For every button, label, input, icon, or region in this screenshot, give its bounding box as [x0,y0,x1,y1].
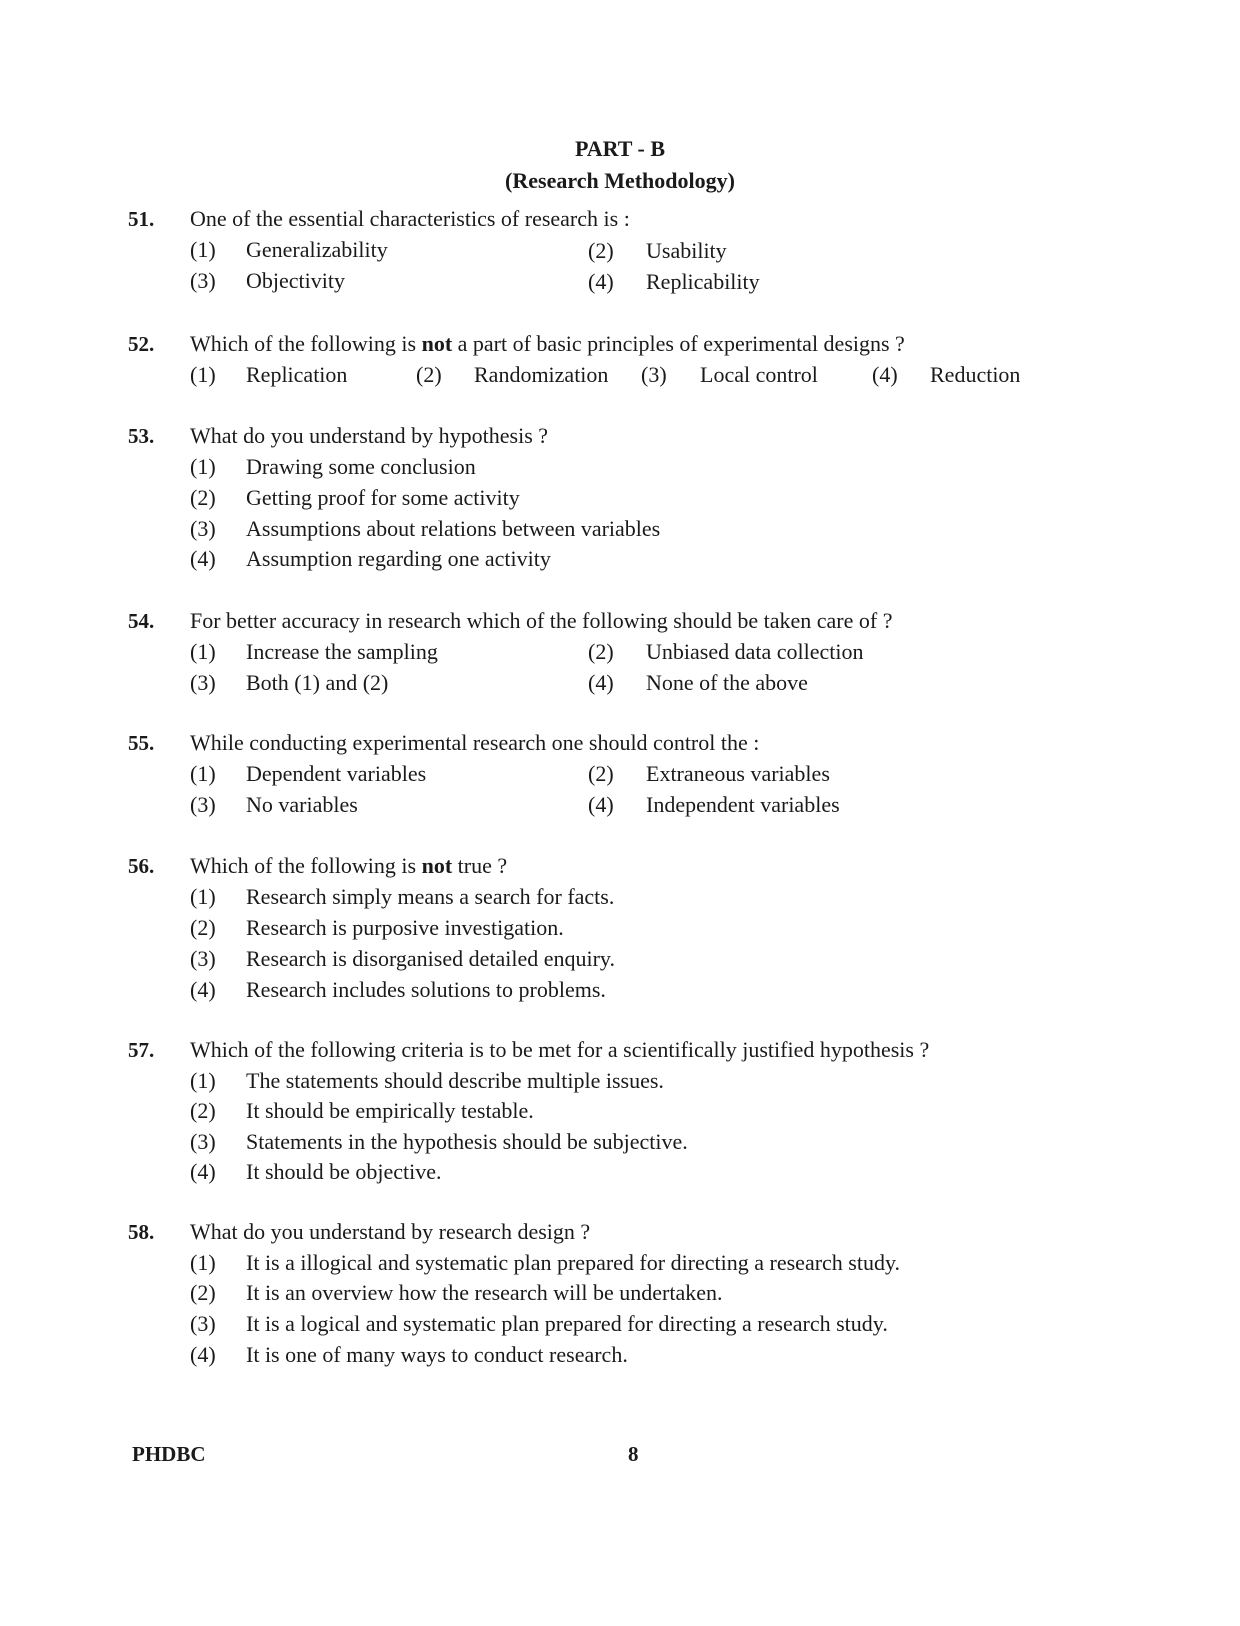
option-text: Dependent variables [246,761,427,786]
option-number: (4) [190,1159,216,1184]
option-text: Randomization [474,362,609,387]
option-text: Research simply means a search for facts. [246,884,615,909]
option-text: Both (1) and (2) [246,670,389,695]
question-stem: One of the essential characteristics of research is : [190,206,630,231]
option-number: (1) [190,1250,216,1275]
option-text: Assumptions about relations between variables [246,516,661,541]
option-number: (4) [872,362,898,387]
option-text: Independent variables [646,792,840,817]
question-number: 51. [128,207,155,231]
option-text: It should be objective. [246,1159,442,1184]
option-text: Objectivity [246,268,345,293]
option-text: Reduction [930,362,1021,387]
option-number: (2) [190,485,216,510]
option-number: (4) [190,546,216,571]
page-number: 8 [628,1442,639,1466]
option-text: Increase the sampling [246,639,438,664]
option-text: Assumption regarding one activity [246,546,551,571]
option-number: (3) [190,946,216,971]
option-number: (3) [190,516,216,541]
option-number: (3) [641,362,667,387]
option-text: Replication [246,362,348,387]
option-text: Drawing some conclusion [246,454,476,479]
paper-code: PHDBC [132,1442,206,1466]
option-text: Statements in the hypothesis should be subjective. [246,1129,688,1154]
option-number: (1) [190,761,216,786]
option-number: (4) [588,792,614,817]
option-text: Research is disorganised detailed enquiry. [246,946,616,971]
option-text: It should be empirically testable. [246,1098,534,1123]
option-number: (2) [190,1280,216,1305]
option-number: (1) [190,884,216,909]
option-number: (2) [190,915,216,940]
question-number: 52. [128,332,155,356]
question-number: 53. [128,424,155,448]
option-text: Generalizability [246,237,388,262]
question-stem: Which of the following criteria is to be met for a scientifically justified hypothesis ? [190,1037,930,1062]
option-number: (4) [588,269,614,294]
option-number: (1) [190,237,216,262]
question-stem: Which of the following is not true ? [190,853,508,878]
option-text: Getting proof for some activity [246,485,520,510]
option-number: (3) [190,268,216,293]
option-number: (2) [588,639,614,664]
option-text: Extraneous variables [646,761,830,786]
option-number: (1) [190,639,216,664]
option-text: Research includes solutions to problems. [246,977,606,1002]
question-stem: What do you understand by research design ? [190,1219,591,1244]
option-text: It is a logical and systematic plan prepared for directing a research study. [246,1311,888,1336]
option-number: (3) [190,1129,216,1154]
question-number: 58. [128,1220,155,1244]
option-text: Usability [646,238,727,263]
question-number: 56. [128,854,155,878]
option-text: Research is purposive investigation. [246,915,564,940]
option-number: (2) [416,362,442,387]
section-subject: (Research Methodology) [505,168,735,193]
option-number: (3) [190,1311,216,1336]
option-text: It is an overview how the research will be undertaken. [246,1280,723,1305]
option-number: (3) [190,792,216,817]
question-number: 55. [128,731,155,755]
question-stem: What do you understand by hypothesis ? [190,423,549,448]
option-number: (2) [190,1098,216,1123]
option-text: None of the above [646,670,808,695]
option-number: (1) [190,1068,216,1093]
option-text: No variables [246,792,358,817]
option-number: (1) [190,454,216,479]
option-number: (1) [190,362,216,387]
question-stem: For better accuracy in research which of the following should be taken care of ? [190,608,893,633]
part-heading: PART - B [574,136,666,161]
question-number: 57. [128,1038,155,1062]
option-number: (2) [588,238,614,263]
option-number: (2) [588,761,614,786]
option-text: Local control [700,362,818,387]
option-number: (4) [190,1342,216,1367]
option-text: Replicability [646,269,760,294]
option-text: It is one of many ways to conduct research. [246,1342,628,1367]
option-text: It is a illogical and systematic plan prepared for directing a research study. [246,1250,901,1275]
option-number: (4) [190,977,216,1002]
option-text: The statements should describe multiple issues. [246,1068,664,1093]
question-number: 54. [128,609,155,633]
question-stem: Which of the following is not a part of basic principles of experimental designs ? [190,331,905,356]
option-number: (3) [190,670,216,695]
question-stem: While conducting experimental research one should control the : [190,730,760,755]
option-number: (4) [588,670,614,695]
option-text: Unbiased data collection [646,639,864,664]
